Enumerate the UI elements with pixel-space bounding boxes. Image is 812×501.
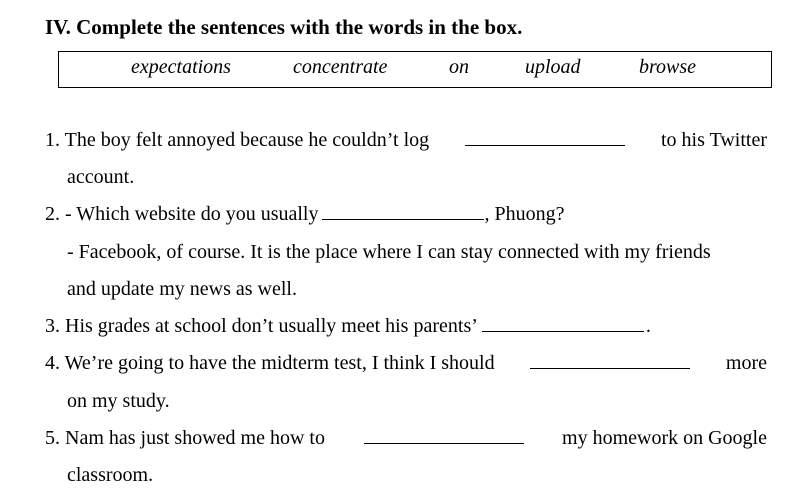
sentence-4-number: 4. (45, 352, 60, 374)
sentence-1-after: to his Twitter (660, 129, 767, 151)
sentence-3-number: 3. (45, 315, 60, 337)
blank-4[interactable] (530, 350, 690, 369)
sentence-5-after: my homework on Google (562, 427, 767, 449)
sentence-2-reply-line-1 (67, 239, 767, 265)
sentence-1-before: The boy felt annoyed because he couldn’t log (64, 129, 430, 151)
exercise-heading: IV. Complete the sentences with the words in the box. (45, 15, 523, 39)
sentence-5-number: 5. (45, 427, 60, 449)
sentence-4-after: more (725, 352, 767, 374)
sentence-1 (45, 127, 767, 153)
sentence-1-start (45, 127, 429, 153)
sentence-1-continuation: account. (67, 166, 135, 188)
blank-5[interactable] (364, 425, 524, 444)
blank-1[interactable] (465, 127, 625, 146)
blank-2[interactable] (322, 201, 484, 220)
word-box (58, 51, 772, 88)
sentence-4-before: We’re going to have the midterm test, I think I should (64, 352, 495, 374)
word-on: on (449, 56, 469, 78)
sentence-3-row (45, 313, 767, 339)
sentence-4-continuation: on my study. (67, 390, 170, 412)
sentence-1-number: 1. (45, 129, 60, 151)
word-upload: upload (525, 56, 581, 78)
sentence-2-row (45, 201, 767, 227)
sentence-4 (45, 350, 767, 376)
sentence-2-after: , Phuong? (484, 203, 565, 225)
sentence-5-before: Nam has just showed me how to (65, 427, 325, 449)
sentence-5 (45, 425, 767, 451)
word-concentrate: concentrate (293, 56, 388, 78)
word-browse: browse (639, 56, 697, 78)
sentence-2-reply-text-1: - Facebook, of course. It is the place where I can stay connected with my friends (67, 241, 711, 263)
word-expectations: expectations (131, 56, 231, 78)
sentence-5-start (45, 425, 325, 451)
sentence-5-continuation: classroom. (67, 464, 154, 486)
sentence-2-before: - Which website do you usually (65, 203, 319, 225)
sentence-3-after: . (645, 315, 651, 337)
blank-3[interactable] (482, 313, 644, 332)
sentence-2-number: 2. (45, 203, 60, 225)
sentence-4-start (45, 350, 495, 376)
sentence-3-before: His grades at school don’t usually meet his parents’ (65, 315, 478, 337)
sentence-2 (45, 201, 767, 227)
sentence-2-reply-line-2: and update my news as well. (67, 278, 297, 300)
sentence-3 (45, 313, 767, 339)
